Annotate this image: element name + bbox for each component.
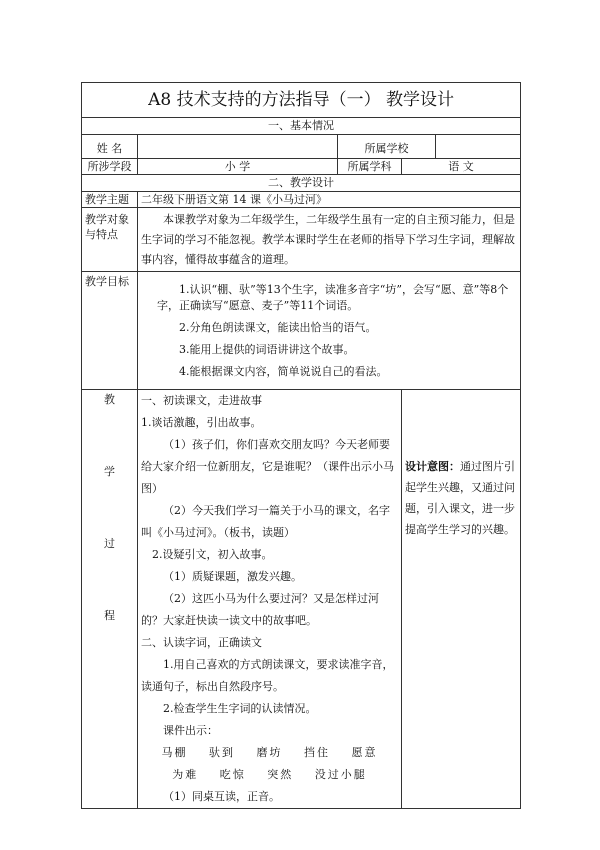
process-label bbox=[82, 390, 138, 809]
vocab-word: 马棚 bbox=[161, 746, 188, 759]
process-paragraph: 2.检查学生生字词的认读情况。 bbox=[163, 702, 317, 715]
process-heading: 二、认读字词，正确读文 bbox=[141, 636, 262, 649]
design-intent-text: 通过图片引起学生兴趣，又通过问题，引入课文，进一步提高学生学习的兴趣。 bbox=[405, 460, 515, 536]
school-value[interactable] bbox=[436, 135, 521, 159]
process-label-char: 过 bbox=[104, 537, 115, 550]
section-basic-info: 一、基本情况 bbox=[82, 118, 521, 135]
lesson-plan-sheet bbox=[81, 82, 520, 809]
vocab-word: 为难 bbox=[172, 768, 199, 781]
vocab-word: 吃惊 bbox=[219, 768, 246, 781]
stage-label: 所涉学段 bbox=[82, 159, 138, 175]
vocab-word: 突然 bbox=[267, 768, 294, 781]
vocab-word: 磨坊 bbox=[256, 746, 283, 759]
vocab-word: 挡住 bbox=[304, 746, 330, 759]
process-paragraph: 1.用自己喜欢的方式朗读课文，要求读准字音，读通句子，标出自然段序号。 bbox=[141, 658, 394, 693]
goals-cell bbox=[138, 272, 521, 390]
goal-item: 3.能用上提供的词语讲讲这个故事。 bbox=[179, 343, 355, 356]
goal-item: 1.认识“棚、驮”等13个生字，读准多音字“坊”，会写“愿、意”等8个字，正确读写“愿意、麦子”等11个词语。 bbox=[157, 283, 509, 312]
process-step: 2.设疑引文，初入故事。 bbox=[152, 548, 273, 561]
topic-label: 教学主题 bbox=[82, 192, 138, 208]
process-paragraph: （1）质疑课题，激发兴趣。 bbox=[163, 570, 302, 583]
process-paragraph: （1）同桌互读，正音。 bbox=[163, 790, 280, 803]
school-label: 所属学校 bbox=[338, 135, 436, 159]
subject-value: 语 文 bbox=[402, 159, 521, 175]
stage-value: 小 学 bbox=[138, 159, 338, 175]
vocab-word: 愿意 bbox=[351, 746, 378, 759]
vocab-row bbox=[141, 742, 398, 764]
vocab-row bbox=[141, 764, 398, 786]
process-content bbox=[138, 390, 402, 809]
process-step: 1.谈话激趣，引出故事。 bbox=[141, 416, 262, 429]
process-paragraph: （1）孩子们，你们喜欢交朋友吗？今天老师要给大家介绍一位新朋友，它是谁呢？（课件出示小马图） bbox=[141, 438, 394, 495]
goal-item: 4.能根据课文内容，简单说说自己的看法。 bbox=[179, 365, 388, 378]
process-heading: 一、初读课文，走进故事 bbox=[141, 394, 262, 407]
design-intent-label: 设计意图： bbox=[405, 460, 460, 473]
process-label-char: 学 bbox=[104, 465, 115, 478]
topic-value: 二年级下册语文第 14 课《小马过河》 bbox=[138, 192, 521, 208]
process-paragraph: （2）这匹小马为什么要过河？又是怎样过河的？大家赶快读一读文中的故事吧。 bbox=[141, 592, 379, 627]
subject-label: 所属学科 bbox=[338, 159, 402, 175]
name-value[interactable] bbox=[138, 135, 338, 159]
design-intent-cell bbox=[402, 390, 521, 809]
section-teaching-design: 二、教学设计 bbox=[82, 175, 521, 192]
process-paragraph: （2）今天我们学习一篇关于小马的课文，名字叫《小马过河》。（板书，读题） bbox=[141, 504, 390, 539]
document-title: A8 技术支持的方法指导（一） 教学设计 bbox=[82, 83, 521, 118]
process-label-char: 程 bbox=[104, 609, 115, 622]
audience-label: 教学对象与特点 bbox=[82, 208, 138, 272]
lesson-plan-table bbox=[81, 82, 521, 809]
goal-item: 2.分角色朗读课文，能读出恰当的语气。 bbox=[179, 321, 377, 334]
name-label: 姓 名 bbox=[82, 135, 138, 159]
goals-label: 教学目标 bbox=[82, 272, 138, 390]
vocab-word: 没过小腿 bbox=[314, 768, 367, 781]
process-paragraph: 课件出示： bbox=[163, 724, 218, 737]
audience-text: 本课教学对象为二年级学生，二年级学生虽有一定的自主预习能力，但是生字词的学习不能忽视。教学本课时学生在老师的指导下学习生字词，理解故事内容，懂得故事蕴含的道理。 bbox=[141, 213, 515, 266]
vocab-word: 驮到 bbox=[209, 746, 235, 759]
process-label-char: 教 bbox=[104, 393, 115, 406]
